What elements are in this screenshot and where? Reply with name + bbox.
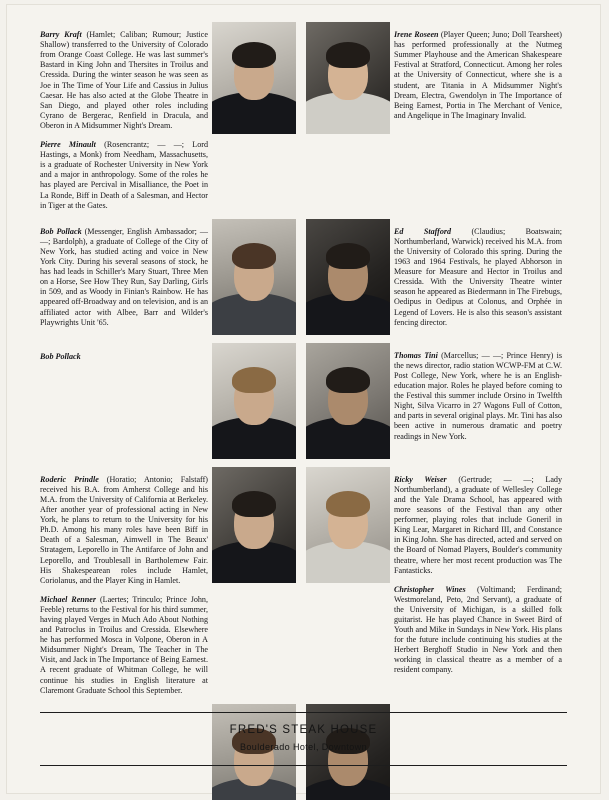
bio-name: Barry Kraft [40,30,82,40]
bio-text: (Messenger, English Ambassador; — —; Bardolph), a graduate of College of the City of New York, has studied acting and voice in New York City. During his several seasons of stock, he has had leads in Schiller's Mary Stuart, Three Men on a Horse, See How They Run, Say Darling, Girls in 509, and as Woody in Finian's Rainbow. He has appeared off-Broadway and on television, and is an affiliated actor with Albee, Barr and Wilder's Playwrights Unit '65. [40,226,208,327]
right-text-column [394,467,562,696]
bio-name: Irene Roseen [394,30,439,40]
content-row [40,467,570,696]
footer-divider-top [40,712,567,713]
bio-name: Christopher Wines [394,584,466,594]
footer-divider-bottom [40,765,567,766]
right-text-column [394,219,562,335]
content-row [40,22,570,211]
bio-name: Bob Pollack [40,351,81,361]
photo-pair [208,22,394,211]
bio-text: (Player Queen; Juno; Doll Tearsheet) has performed professionally at the Nutmeg Summer Playhouse and the American Shakespeare Festival at Stratford, Connecticut. Among her roles at the University of Connecticut, where she is a student, are Titania in A Midsummer Night's Dream, Electra, Gwendolyn in The Importance of Being Earnest, Portia in The Merchant of Venice, and Angelique in The Imaginary Invalid. [394,30,562,120]
headshot-barry-kraft [212,22,296,134]
headshot-ed-stafford [306,219,390,335]
left-text-column [40,343,208,459]
bio-entry [40,475,208,586]
right-text-column [394,22,562,211]
left-text-column [40,219,208,335]
bio-name: Michael Renner [40,594,97,604]
headshot-ricky-weiser [306,467,390,583]
bio-entry [40,227,208,328]
bio-text: (Laertes; Trinculo; Prince John, Feeble) returns to the Festival for his third summer, having played Verges in Much Ado About Nothing and Patroclus in Troilus and Cressida. Elsewhere he has performed Mosca in Volpone, Oberon in A Midsummer Night's Dream, The Teacher in The Visit, and Jack in The Importance of Being Earnest. A recent graduate of Whitman College, he will continue his studies in English literature at Claremont Graduate School this September. [40,594,209,695]
content-row [40,343,570,459]
bio-entry [40,140,208,211]
biography-grid [40,22,570,800]
bio-entry [394,351,562,442]
content-row [40,219,570,335]
bio-name: Roderic Prindle [40,474,99,484]
photo-pair [208,219,394,335]
left-text-column [40,22,208,211]
bio-name: Ed Stafford [394,226,452,236]
bio-name: Bob Pollack [40,226,82,236]
bio-text: (Voltimand; Ferdinand; Westmoreland, Peto, 2nd Servant), a graduate of the University of Michigan, is a skilled folk guitarist. He has played Chance in Sweet Bird of Youth and Mike in Sundays in New York. His plans for the future include continuing his studies at the Herbert Berghoff Studio in New York and then working in classical theatre as a member of a resident company. [394,584,562,675]
printed-page [6,4,601,794]
advertiser-name: FRED'S STEAK HOUSE [229,724,378,736]
headshot-pierre-minault [212,219,296,335]
bio-text: (Rosencrantz; — —; Lord Hastings, a Monk) from Needham, Massachusetts, is a graduate of Rochester University in New York and a major in anthropology. Some of the roles he has played are Percival in Misalliance, the Poet in La Ronde, Biff in Death of a Salesman, and Hector in Tiger at the Gates. [40,140,209,210]
bio-name: Thomas Tini [394,350,438,360]
bio-entry [394,227,562,328]
headshot-roderic-prindle [212,467,296,583]
bio-entry [394,475,562,576]
bio-text: (Horatio; Antonio; Falstaff) received his B.A. from Amherst College and his M.A. from the University of California at Berkeley. After another year of professional acting in New York, he plans to return to the University for his Ph.D. Among his many roles have been Biff in Death of a Salesman, Aimwell in The Beaux' Stratagem, Leporello in The Antifarce of John and Leporello, and Troublesall in Bartholemew Fair. His Shakespearean roles include Hamlet, Coriolanus, and the Player King in Hamlet. [40,474,208,585]
photo-pair [208,343,394,459]
bio-entry [394,585,562,676]
bio-entry-pollack [40,352,208,362]
bio-name: Pierre Minault [40,140,96,150]
bio-text: (Gertrude; — —; Lady Northumberland), a graduate of Wellesley College and the Yale Drama School, has appeared with more seasons of the Festival than any other performer, playing roles that include Goneril in King Lear, Margaret in Richard III, and Constance in King John. She has directed, acted and served on the Board of Nomad Players, Boulder's community theatre, where her most recent production was The Fantasticks. [394,474,563,575]
bio-text: (Hamlet; Caliban; Rumour; Justice Shallow) transferred to the University of Colorado from Orange Coast College. He was last summer's Bastard in King John and Thersites in Troilus and Cressida. During the winter season he was seen as Joe in The Time of Your Life and Cassius in Julius Caesar. He has also acted at the Globe Theatre in San Diego, and played other roles including Cyrano de Bergerac, Renfield in Dracula, and Oberon in A Midsummer Night's Dream. [40,30,208,130]
advertiser-location: Boulderado Hotel, Downtown [240,742,367,752]
bio-text: (Marcellus; — —; Prince Henry) is the news director, radio station WCWP-FM at C.W. Post College, New York, where he is an English-education major. Roles he played before coming to the Festival this summer include Orsino in Twelfth Night, Silva Vicarro in 27 Wagons Full of Cotton, and parts in several original plays. Mr. Tini has also been active in numerous dramatic and poetry readings in New York. [394,350,562,441]
bio-entry [40,595,208,696]
bio-entry [40,30,208,131]
left-text-column [40,467,208,696]
bio-entry [394,30,562,121]
bio-name: Ricky Weiser [394,474,447,484]
photo-pair [208,467,394,696]
right-text-column [394,343,562,459]
headshot-thomas-tini [306,343,390,459]
bio-text: (Claudius; Boatswain; Northumberland, Warwick) received his M.A. from the University of Colorado this spring. During the 1963 and 1964 Festivals, he played Abhorson in Measure for Measure and Hector in Troilus and Cressida. With the University Theatre winter season he appeared as Biedermann in The Firebugs, Oedipus in Oedipus at Colonus, and Orphée in Legend of Lovers. He is also this season's assistant fencing director. [394,226,562,327]
headshot-irene-roseen [306,22,390,134]
headshot-bob-pollack [212,343,296,459]
advertisement-footer [40,712,567,766]
